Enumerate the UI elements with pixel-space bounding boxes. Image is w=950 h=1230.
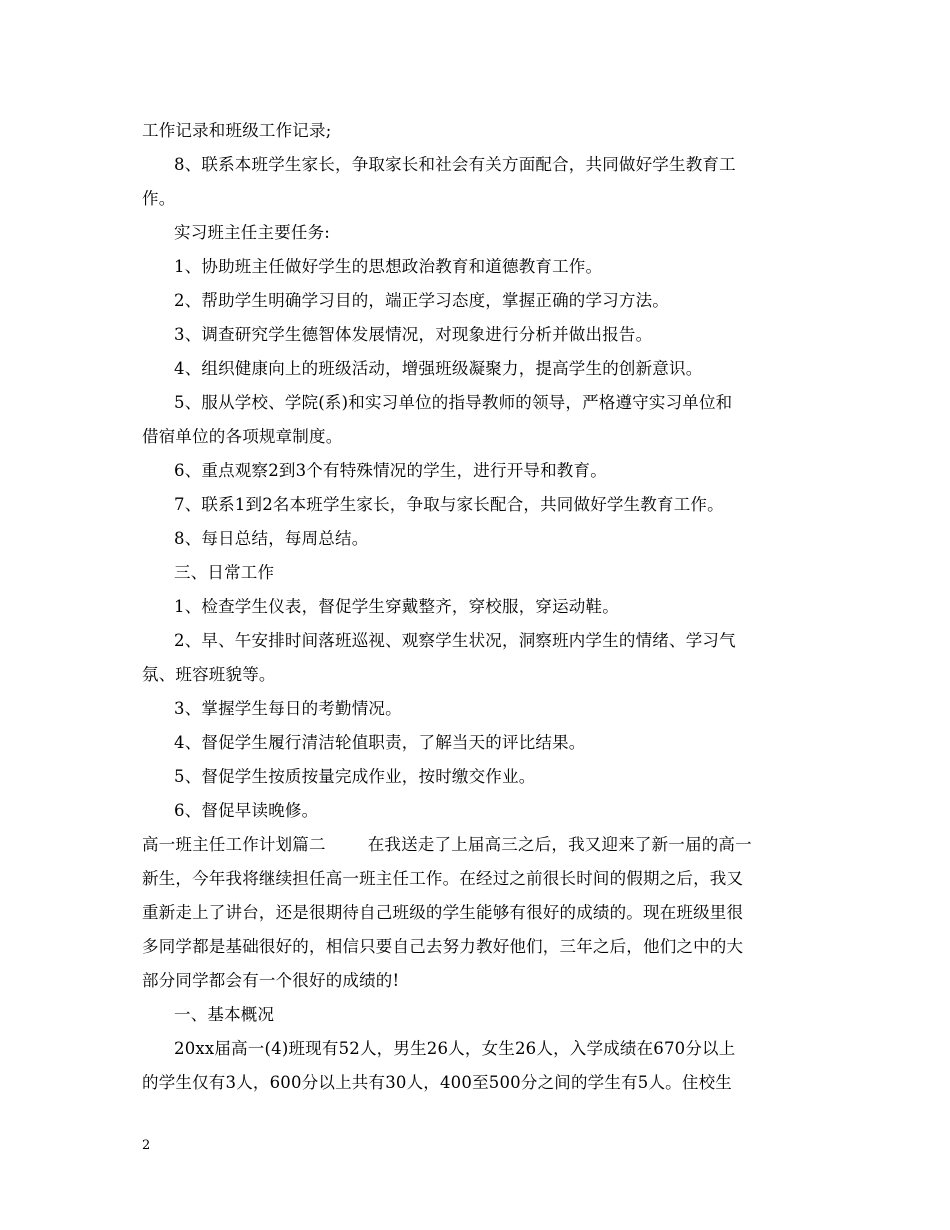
section-heading: 一、基本概况 xyxy=(174,1005,275,1024)
text-line: 氛、班容班貌等。 xyxy=(142,665,276,684)
list-item: 5、督促学生按质按量完成作业，按时缴交作业。 xyxy=(174,767,536,786)
list-item: 8、每日总结，每周总结。 xyxy=(174,529,369,548)
list-item: 8、联系本班学生家长，争取家长和社会有关方面配合，共同做好学生教育工 xyxy=(174,155,736,174)
list-item: 5、服从学校、学院(系)和实习单位的指导教师的领导，严格遵守实习单位和 xyxy=(174,393,733,412)
list-item: 4、组织健康向上的班级活动，增强班级凝聚力，提高学生的创新意识。 xyxy=(174,359,703,378)
text-line: 工作记录和班级工作记录; xyxy=(142,121,332,140)
list-item: 1、协助班主任做好学生的思想政治教育和道德教育工作。 xyxy=(174,257,603,276)
text-line: 重新走上了讲台，还是很期待自己班级的学生能够有很好的成绩的。现在班级里很 xyxy=(142,903,744,922)
document-body xyxy=(142,114,812,1100)
list-item: 6、重点观察2到3个有特殊情况的学生，进行开导和教育。 xyxy=(174,461,607,480)
list-item: 3、掌握学生每日的考勤情况。 xyxy=(174,699,402,718)
list-item: 7、联系1到2名本班学生家长，争取与家长配合，共同做好学生教育工作。 xyxy=(174,495,724,514)
text-line: 作。 xyxy=(142,189,176,208)
list-item: 4、督促学生履行清洁轮值职责，了解当天的评比结果。 xyxy=(174,733,586,752)
text-line: 20xx届高一(4)班现有52人，男生26人，女生26人，入学成绩在670分以上 xyxy=(174,1039,736,1058)
article-title: 高一班主任工作计划篇二 xyxy=(142,835,326,854)
list-item: 2、帮助学生明确学习目的，端正学习态度，掌握正确的学习方法。 xyxy=(174,291,669,310)
list-item: 3、调查研究学生德智体发展情况，对现象进行分析并做出报告。 xyxy=(174,325,653,344)
text-line: 多同学都是基础很好的，相信只要自己去努力教好他们，三年之后，他们之中的大 xyxy=(142,937,744,956)
list-item: 1、检查学生仪表，督促学生穿戴整齐，穿校服，穿运动鞋。 xyxy=(174,597,619,616)
text-line: 借宿单位的各项规章制度。 xyxy=(142,427,343,446)
paragraph-start: 在我送走了上届高三之后，我又迎来了新一届的高一 xyxy=(367,835,752,854)
list-item: 6、督促早读晚修。 xyxy=(174,801,319,820)
page-number: 2 xyxy=(142,1138,151,1153)
text-line: 部分同学都会有一个很好的成绩的! xyxy=(142,971,400,990)
text-line: 新生，今年我将继续担任高一班主任工作。在经过之前很长时间的假期之后，我又 xyxy=(142,869,744,888)
section-heading: 实习班主任主要任务: xyxy=(174,223,331,242)
list-item: 2、早、午安排时间落班巡视、观察学生状况，洞察班内学生的情绪、学习气 xyxy=(174,631,736,650)
section-heading: 三、日常工作 xyxy=(174,563,275,582)
text-line xyxy=(142,828,812,862)
text-line: 的学生仅有3人，600分以上共有30人，400至500分之间的学生有5人。住校生 xyxy=(142,1073,732,1092)
